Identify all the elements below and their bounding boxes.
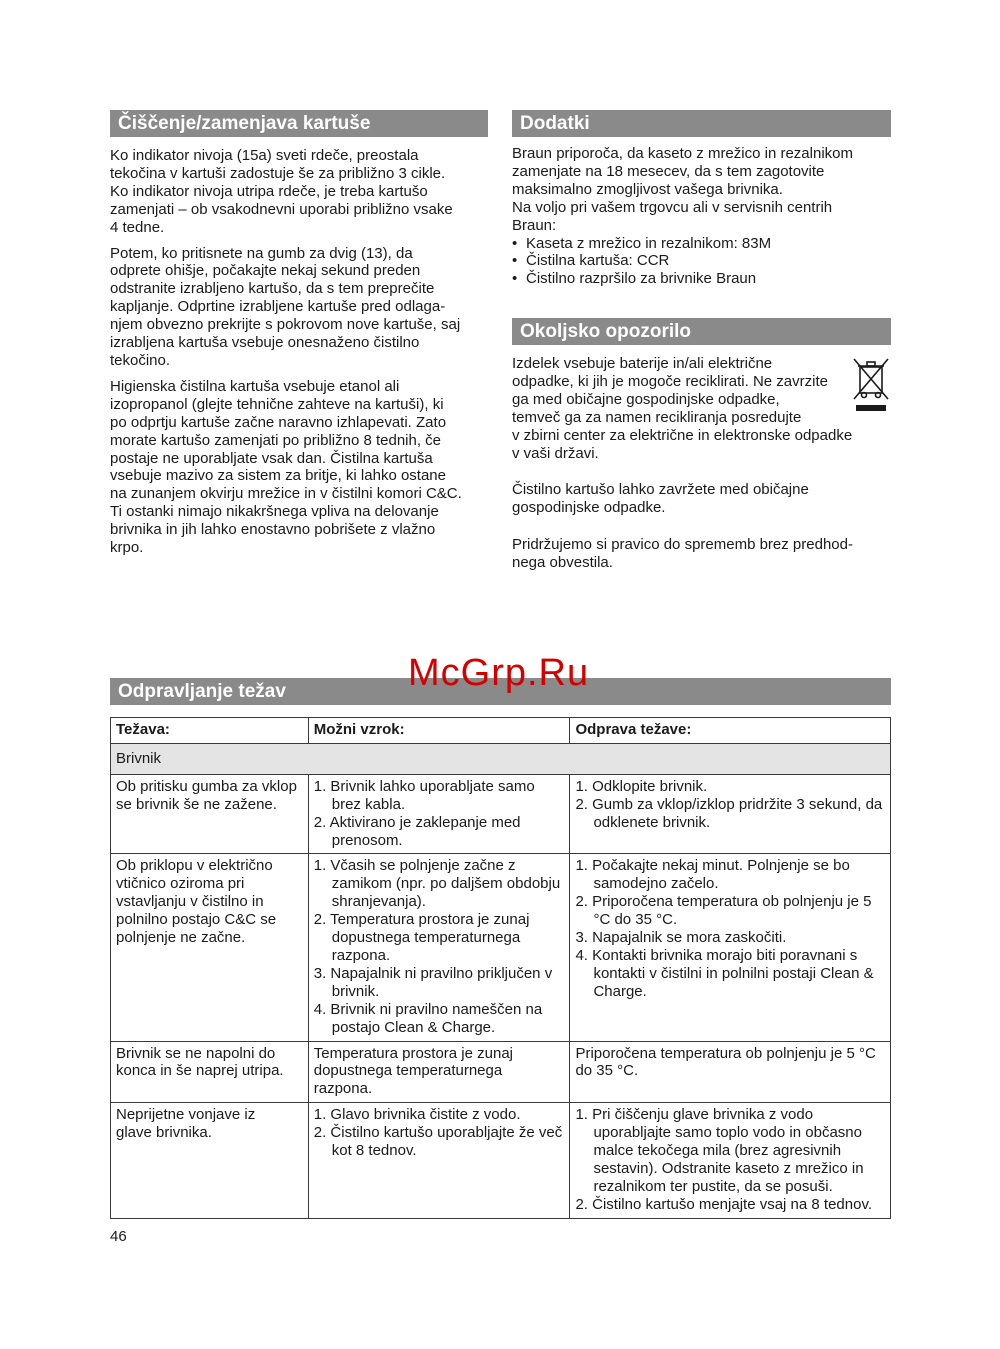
text-line: kapljanje. Odprtine izrabljene kartuše pred odlaga- (110, 298, 446, 316)
list-item: 1. Pri čiščenju glave brivnika z vodo uporabljajte samo toplo vodo in občasno malce tekočega mila (brez agresivnih sestavin). Odstranite kaseto z mrežico in rezalnikom ter pustite, da se posuši. (575, 1106, 864, 1195)
text-line: odstranite izrabljeno kartušo, da s tem preprečite (110, 280, 435, 298)
text-line: polnjenje ne začne. (116, 929, 246, 947)
text-line: po odprtju kartuše začne naravno izhlapevati. Zato (110, 413, 447, 431)
cartridge-section (110, 110, 488, 565)
text-line: konca in še naprej utripa. (116, 1062, 284, 1080)
text-line: gospodinjske odpadke. (512, 499, 666, 517)
accessories-heading: Dodatki (512, 110, 891, 137)
text-line: Higienska čistilna kartuša vsebuje etanol ali (110, 377, 400, 395)
text-line: Braun: (512, 216, 557, 234)
list-item: 3. Napajalnik se mora zaskočiti. (575, 929, 787, 947)
list-item: 3. Napajalnik ni pravilno priključen v brivnik. (313, 964, 553, 1000)
cartridge-paragraph-2 (110, 245, 488, 370)
text-line: ga med običajne gospodinjske odpadke, (512, 390, 780, 408)
accessories-list (512, 235, 891, 289)
environment-heading: Okoljsko opozorilo (512, 318, 891, 345)
troubleshooting-table (110, 717, 891, 1219)
remedy-cell (570, 774, 891, 854)
text-line: vtičnico oziroma pri (116, 875, 245, 893)
list-item: • Čistilna kartuša: CCR (512, 252, 891, 270)
list-item: 1. Počakajte nekaj minut. Polnjenje se bo samodejno začelo. (575, 857, 850, 893)
text-line: maksimalno zmogljivost vašega brivnika. (512, 180, 783, 198)
text-line: odpadke, ki jih je mogoče reciklirati. Ne zavrzite (512, 372, 828, 390)
page-number: 46 (110, 1228, 127, 1245)
problem-cell (111, 1041, 309, 1103)
text-line: morate kartušo zamenjati po približno 8 tednih, če (110, 431, 442, 449)
cause-cell (308, 774, 570, 854)
text-line: Izdelek vsebuje baterije in/ali električne (512, 355, 773, 372)
text-line: tekočino. (110, 351, 171, 369)
list-item: 1. Včasih se polnjenje začne z zamikom (npr. po daljšem obdobju shranjevanja). (313, 857, 561, 911)
text-line: krpo. (110, 539, 144, 557)
list-item: 2. Čistilno kartušo menjajte vsaj na 8 tednov. (575, 1195, 872, 1213)
text-line: Ti ostanki nimajo nikakršnega vpliva na delovanje (110, 503, 439, 521)
text-line: Neprijetne vonjave iz (116, 1106, 256, 1124)
remedy-cell (570, 854, 891, 1041)
list-item: 1. Brivnik lahko uporabljate samo brez kabla. (313, 777, 535, 813)
text-line: Ob pritisku gumba za vklop (116, 777, 297, 795)
text-line: nega obvestila. (512, 554, 613, 572)
problem-cell (111, 774, 309, 854)
cause-cell: Temperatura prostora je zunaj dopustnega temperaturnega razpona. (308, 1041, 570, 1103)
list-item: 4. Kontakti brivnika morajo biti poravnani s kontakti v čistilni in polnilni postaji Clean & Charge. (575, 946, 874, 1000)
text-line: odprete ohišje, počakajte nekaj sekund preden (110, 262, 421, 280)
troubleshooting-heading: Odpravljanje težav (110, 678, 891, 705)
text-line: njem obvezno prekrijte s pokrovom nove kartuše, saj (110, 316, 461, 334)
header-cause: Možni vzrok: (308, 718, 570, 744)
table-group-row (111, 743, 891, 774)
table-row (111, 1103, 891, 1218)
list-item: 2. Temperatura prostora je zunaj dopustnega temperaturnega razpona. (313, 911, 530, 964)
text-line: Potem, ko pritisnete na gumb za dvig (13), da (110, 244, 413, 262)
table-header-row (111, 718, 891, 744)
cartridge-paragraph-1 (110, 147, 488, 237)
accessories-section (512, 110, 891, 296)
header-problem: Težava: (111, 718, 309, 744)
environment-paragraph-1 (512, 355, 891, 462)
list-item: • Čistilno razpršilo za brivnike Braun (512, 270, 891, 288)
text-line: zamenjati – ob vsakodnevni uporabi približno vsake (110, 200, 453, 218)
text-line: v zbirni center za električne in elektronske odpadke (512, 426, 853, 444)
table-row (111, 774, 891, 854)
environment-paragraph-3 (512, 536, 891, 572)
text-line: na zunanjem okvirju mrežice in v čistilni komori C&C. (110, 485, 462, 503)
text-line: 4 tedne. (110, 218, 165, 236)
table-row (111, 854, 891, 1041)
problem-cell (111, 1103, 309, 1218)
cause-cell (308, 854, 570, 1041)
text-line: izopropanol (glejte tehnične zahteve na kartuši), ki (110, 395, 444, 413)
text-line: izrabljena kartuša vsebuje onesnaženo čistilno (110, 334, 420, 352)
text-line: glave brivnika. (116, 1124, 212, 1142)
list-item: 2. Priporočena temperatura ob polnjenju je 5 °C do 35 °C. (575, 893, 872, 929)
list-item: 4. Brivnik ni pravilno nameščen na postajo Clean & Charge. (313, 1000, 543, 1036)
text-line: Pridržujemo si pravico do sprememb brez predhod- (512, 536, 853, 554)
environment-body (512, 355, 891, 572)
text-line: polnilno postajo C&C se (116, 911, 277, 929)
crossed-bin-icon (851, 357, 891, 413)
group-label: Brivnik (111, 743, 891, 774)
text-line: Brivnik se ne napolni do (116, 1044, 276, 1062)
header-remedy: Odprava težave: (570, 718, 891, 744)
text-line: vsebuje mazivo za sistem za britje, ki lahko ostane (110, 467, 446, 485)
list-item: 1. Odklopite brivnik. (575, 777, 708, 795)
text-line: Ko indikator nivoja (15a) sveti rdeče, preostala (110, 147, 419, 164)
remedy-cell (570, 1103, 891, 1218)
list-item: 2. Aktivirano je zaklepanje med prenosom. (313, 813, 521, 849)
list-item: 2. Gumb za vklop/izklop pridržite 3 sekund, da odklenete brivnik. (575, 795, 883, 831)
environment-section (512, 318, 891, 580)
text-line: Na voljo pri vašem trgovcu ali v servisnih centrih (512, 198, 833, 216)
text-line: v vaši državi. (512, 444, 599, 462)
text-line: Ob priklopu v električno (116, 857, 273, 875)
list-item: 2. Čistilno kartušo uporabljajte že več kot 8 tednov. (313, 1124, 563, 1160)
text-line: postaje ne uporabljate vsak dan. Čistilna kartuša (110, 449, 433, 467)
cartridge-heading: Čiščenje/zamenjava kartuše (110, 110, 488, 137)
text-line: vstavljanju v čistilno in (116, 893, 264, 911)
cause-cell (308, 1103, 570, 1218)
accessories-body (512, 145, 891, 288)
cartridge-paragraph-3 (110, 378, 488, 557)
list-item: 1. Glavo brivnika čistite z vodo. (313, 1106, 521, 1124)
problem-cell (111, 854, 309, 1041)
text-line: Braun priporoča, da kaseto z mrežico in rezalnikom (512, 145, 853, 162)
environment-paragraph-2 (512, 481, 891, 517)
text-line: Ko indikator nivoja utripa rdeče, je treba kartušo (110, 182, 428, 200)
text-line: brivnika in jih lahko enostavno pobrišete z vlažno (110, 521, 436, 539)
text-line: tekočina v kartuši zadostuje še za približno 3 cikle. (110, 164, 446, 182)
text-line: zamenjate na 18 mesecev, da s tem zagotovite (512, 162, 825, 180)
text-line: temveč ga za namen recikliranja posredujte (512, 408, 802, 426)
text-line: Čistilno kartušo lahko zavržete med običajne (512, 481, 809, 499)
list-item: • Kaseta z mrežico in rezalnikom: 83M (512, 235, 891, 253)
watermark: McGrp.Ru (408, 652, 590, 694)
remedy-cell: Priporočena temperatura ob polnjenju je 5 °C do 35 °C. (570, 1041, 891, 1103)
cartridge-body (110, 147, 488, 557)
table-row (111, 1041, 891, 1103)
text-line: se brivnik še ne zažene. (116, 795, 277, 813)
